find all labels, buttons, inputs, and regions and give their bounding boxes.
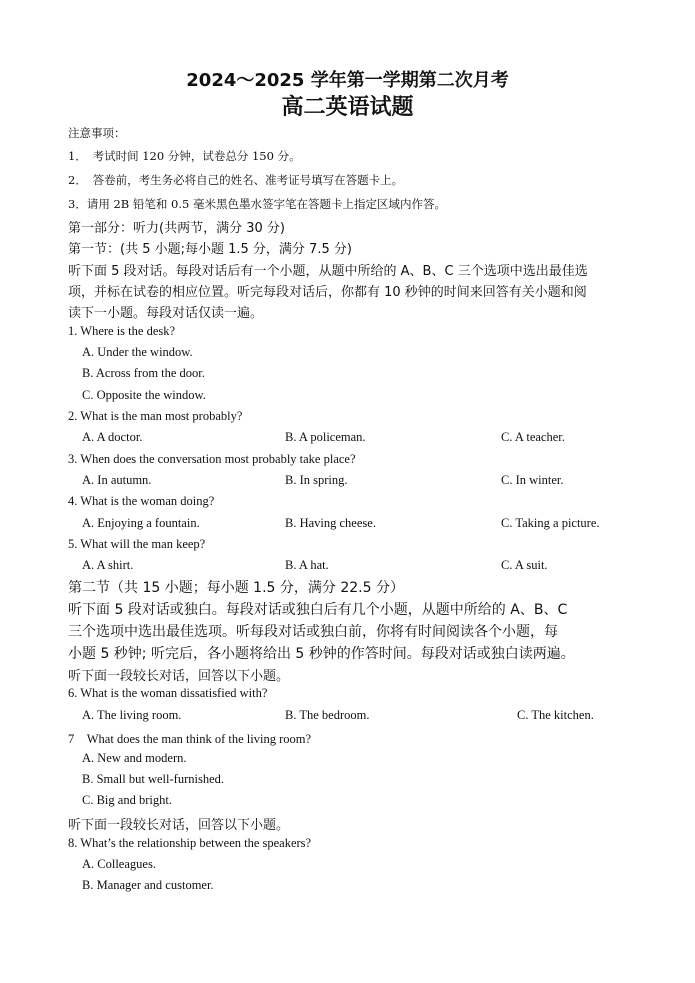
exam-title: 2024～2025 学年第一学期第二次月考 xyxy=(186,70,509,91)
question-8-option-b: B. Manager and customer. xyxy=(82,878,214,892)
question-4-stem: 4. What is the woman doing? xyxy=(68,494,215,508)
section2-lead-1: 听下面一段较长对话，回答以下小题。 xyxy=(68,669,290,684)
question-5-option-c: C. A suit. xyxy=(501,558,548,572)
question-2-stem: 2. What is the man most probably? xyxy=(68,409,243,423)
question-7-option-b: B. Small but well-furnished. xyxy=(82,772,224,786)
section1-instructions-line-1: 听下面 5 段对话。每段对话后有一个小题，从题中所给的 A、B、C 三个选项中选出最佳选 xyxy=(68,264,588,279)
question-1-option-b: B. Across from the door. xyxy=(82,366,205,380)
question-6-option-a: A. The living room. xyxy=(82,708,182,722)
notes-heading: 注意事项： xyxy=(68,126,126,140)
question-7-option-c: C. Big and bright. xyxy=(82,793,172,807)
note-item-1: 1． 考试时间 120 分钟，试卷总分 150 分。 xyxy=(68,149,301,163)
question-3-option-a: A. In autumn. xyxy=(82,473,152,487)
section1-instructions-line-3: 读下一小题。每段对话仅读一遍。 xyxy=(68,306,264,321)
question-4-option-a: A. Enjoying a fountain. xyxy=(82,516,200,530)
question-6-stem: 6. What is the woman dissatisfied with? xyxy=(68,686,268,700)
question-8-stem: 8. What’s the relationship between the speakers? xyxy=(68,836,312,850)
section2-instructions-line-1: 听下面 5 段对话或独白。每段对话或独白后有几个小题，从题中所给的 A、B、C xyxy=(68,602,568,618)
question-5-option-a: A. A shirt. xyxy=(82,558,134,572)
exam-subject-title: 高二英语试题 xyxy=(281,95,414,120)
question-2-option-a: A. A doctor. xyxy=(82,430,143,444)
note-item-2: 2． 答卷前，考生务必将自己的姓名、准考证号填写在答题卡上。 xyxy=(68,173,404,187)
question-3-option-c: C. In winter. xyxy=(501,473,564,487)
part1-heading: 第一部分：听力(共两节，满分 30 分) xyxy=(68,221,285,236)
section1-instructions-line-2: 项，并标在试卷的相应位置。听完每段对话后，你都有 10 秒钟的时间来回答有关小题和阅 xyxy=(68,285,587,300)
question-4-option-b: B. Having cheese. xyxy=(285,516,376,530)
section2-lead-2: 听下面一段较长对话，回答以下小题。 xyxy=(68,818,290,833)
question-1-option-c: C. Opposite the window. xyxy=(82,388,206,402)
question-5-option-b: B. A hat. xyxy=(285,558,329,572)
question-3-option-b: B. In spring. xyxy=(285,473,348,487)
question-2-option-b: B. A policeman. xyxy=(285,430,366,444)
section1-heading: 第一节：(共 5 小题;每小题 1.5 分，满分 7.5 分) xyxy=(68,242,352,257)
question-6-option-b: B. The bedroom. xyxy=(285,708,370,722)
note-item-3: 3．请用 2B 铅笔和 0.5 毫米黑色墨水签字笔在答题卡上指定区域内作答。 xyxy=(68,197,446,211)
question-8-option-a: A. Colleagues. xyxy=(82,857,156,871)
section2-instructions-line-3: 小题 5 秒钟; 听完后，各小题将给出 5 秒钟的作答时间。每段对话或独白读两遍。 xyxy=(68,646,575,662)
question-7-option-a: A. New and modern. xyxy=(82,751,187,765)
question-3-stem: 3. When does the conversation most probably take place? xyxy=(68,452,356,466)
section2-heading: 第二节（共 15 小题；每小题 1.5 分，满分 22.5 分） xyxy=(68,580,404,596)
question-4-option-c: C. Taking a picture. xyxy=(501,516,600,530)
section2-instructions-line-2: 三个选项中选出最佳选项。听每段对话或独白前，你将有时间阅读各个小题，每 xyxy=(68,624,558,640)
question-1-stem: 1. Where is the desk? xyxy=(68,324,176,338)
question-2-option-c: C. A teacher. xyxy=(501,430,565,444)
question-6-option-c: C. The kitchen. xyxy=(517,708,594,722)
question-7-stem: 7 What does the man think of the living room? xyxy=(68,732,312,746)
question-1-option-a: A. Under the window. xyxy=(82,345,193,359)
question-5-stem: 5. What will the man keep? xyxy=(68,537,206,551)
